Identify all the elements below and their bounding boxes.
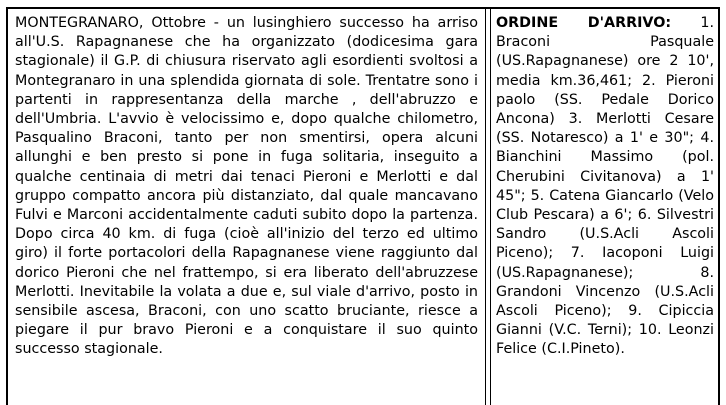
results-title: ORDINE D'ARRIVO: (496, 15, 672, 31)
article-body-text: MONTEGRANARO, Ottobre - un lusinghiero successo ha arriso all'U.S. Rapagnanese che ha organizzato (dodicesima gara stagionale) il G.P. di chiusura riservato agli esordienti svoltosi a Montegranaro in una splendida giornata di sole. Trentatre sono i partenti in rappresentanza della marche , dell'abruzzo e dell'Umbria. L'avvio è velocissimo e, dopo qualche chilometro, Pasqualino Braconi, tanto per non smentirsi, opera alcuni allunghi e ben presto si pone in fuga solitaria, inseguito a qualche centinaia di metri dai tenaci Pieroni e Merlotti e dal gruppo compatto ancora più distanziato, dal quale mancavano Fulvi e Marconi accidentalmente caduti subito dopo la partenza. Dopo circa 40 km. di fuga (cioè all'inizio del terzo ed ultimo giro) il forte portacolori della Rapagnanese viene raggiunto dal dorico Pieroni che nel frattempo, si era liberato dell'abruzzese Merlotti. Inevitabile la volata a due e, sul viale d'arrivo, posto in sensibile ascesa, Braconi, con uno scatto bruciante, riesce a piegare il pur bravo Pieroni e a conquistare il suo quinto successo stagionale. (15, 15, 478, 358)
article-body-column (8, 9, 485, 405)
results-paragraph (496, 14, 714, 360)
results-text: 1. Braconi Pasquale (US.Rapagnanese) ore 2 10', media km.36,461; 2. Pieroni paolo (SS. Pedale Dorico Ancona) 3. Merlotti Cesare (SS. Notaresco) a 1' e 30"; 4. Bianchini Massimo (pol. Cherubini Civitanova) a 1' 45"; 5. Catena Giancarlo (Velo Club Pescara) a 6'; 6. Silvestri Sandro (U.S.Acli Ascoli Piceno); 7. Iacoponi Luigi (US.Rapagnanese); 8. Grandoni Vincenzo (U.S.Acli Ascoli Piceno); 9. Cipiccia Gianni (V.C. Terni); 10. Leonzi Felice (C.I.Pineto). (496, 15, 715, 358)
article-frame (6, 7, 720, 405)
results-column (491, 9, 718, 405)
